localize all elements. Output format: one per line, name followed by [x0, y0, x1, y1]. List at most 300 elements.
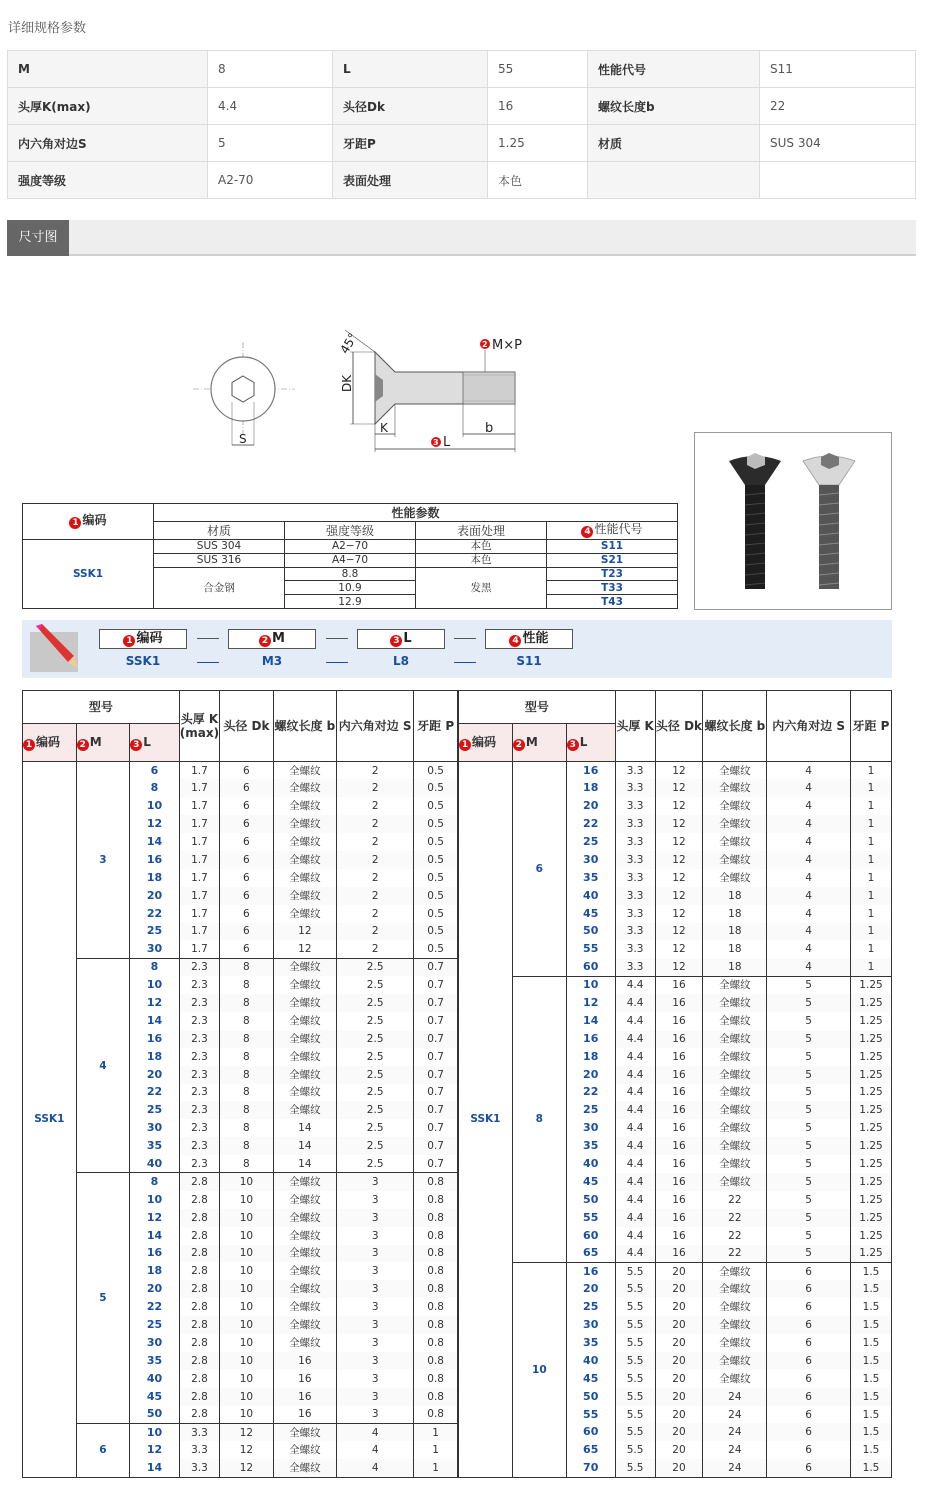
- dk-value: 10: [220, 1209, 274, 1227]
- m-size: 10: [512, 1262, 566, 1477]
- s-value: 2: [337, 940, 414, 958]
- spec-key: 材质: [588, 125, 760, 162]
- p-value: 1: [850, 887, 891, 905]
- num-2-icon: 2: [77, 739, 89, 751]
- length-value: 65: [566, 1245, 615, 1263]
- dk-value: 12: [655, 779, 703, 797]
- b-value: 全螺纹: [273, 1280, 336, 1298]
- k-value: 4.4: [615, 1209, 655, 1227]
- k-value: 2.8: [179, 1209, 219, 1227]
- b-value: 全螺纹: [703, 1155, 767, 1173]
- num-icon: 3: [390, 635, 402, 647]
- spec-row: [8, 88, 916, 125]
- k-value: 2.8: [179, 1245, 219, 1263]
- k-value: 3.3: [615, 958, 655, 976]
- dk-value: 8: [220, 1048, 274, 1066]
- m-header: M: [525, 734, 538, 749]
- num-1-icon: 1: [459, 739, 471, 751]
- length-value: 18: [130, 1262, 180, 1280]
- p-value: 1.5: [850, 1370, 891, 1388]
- length-value: 50: [566, 1388, 615, 1406]
- s-value: 6: [767, 1459, 851, 1477]
- b-value: 全螺纹: [703, 1370, 767, 1388]
- k-value: 5.5: [615, 1334, 655, 1352]
- k-value: 2.3: [179, 1155, 219, 1173]
- p-value: 0.7: [414, 1066, 458, 1084]
- p-value: 1.25: [850, 1066, 891, 1084]
- spec-value: 55: [488, 51, 588, 88]
- b-value: 全螺纹: [703, 976, 767, 994]
- dk-value: 16: [655, 1119, 703, 1137]
- b-value: 22: [703, 1227, 767, 1245]
- k-value: 2.3: [179, 994, 219, 1012]
- s-value: 2: [337, 851, 414, 869]
- s-value: 3: [337, 1406, 414, 1424]
- dk-value: 6: [220, 797, 274, 815]
- perf-code-value: S11: [547, 540, 678, 554]
- s-value: 2.5: [337, 1101, 414, 1119]
- dk-value: 16: [655, 1101, 703, 1119]
- dk-value: 6: [220, 923, 274, 941]
- p-value: 0.8: [414, 1334, 458, 1352]
- dk-value: 20: [655, 1459, 703, 1477]
- length-value: 55: [566, 940, 615, 958]
- code-header: 编码: [36, 734, 61, 749]
- length-value: 30: [130, 940, 180, 958]
- length-value: 25: [566, 1101, 615, 1119]
- p-value: 0.8: [414, 1316, 458, 1334]
- dk-value: 16: [655, 1155, 703, 1173]
- code-box-3: [485, 629, 573, 649]
- k-value: 3.3: [179, 1423, 219, 1441]
- s-value: 5: [767, 976, 851, 994]
- k-value: 3.3: [615, 869, 655, 887]
- table-row: [23, 1173, 458, 1191]
- p-value: 1.25: [850, 1227, 891, 1245]
- dk-value: 12: [655, 869, 703, 887]
- length-value: 16: [130, 1245, 180, 1263]
- b-value: 22: [703, 1191, 767, 1209]
- length-value: 14: [130, 1012, 180, 1030]
- spec-key: 螺纹长度b: [588, 88, 760, 125]
- dk-value: 20: [655, 1441, 703, 1459]
- spec-key: 强度等级: [8, 162, 208, 199]
- dk-value: 12: [220, 1423, 274, 1441]
- s-value: 4: [767, 762, 851, 780]
- b-value: 全螺纹: [273, 1262, 336, 1280]
- spec-value: [760, 162, 916, 199]
- s-value: 2.5: [337, 1137, 414, 1155]
- b-value: 18: [703, 923, 767, 941]
- length-value: 20: [566, 1280, 615, 1298]
- p-value: 1.25: [850, 1173, 891, 1191]
- perf-finish: 本色: [416, 553, 547, 567]
- perf-code-value: T43: [547, 595, 678, 609]
- b-value: 全螺纹: [703, 762, 767, 780]
- length-value: 8: [130, 1173, 180, 1191]
- dk-value: 8: [220, 1066, 274, 1084]
- length-value: 35: [566, 1334, 615, 1352]
- b-value: 全螺纹: [273, 869, 336, 887]
- code-box-0: [99, 629, 187, 649]
- s-value: 2.5: [337, 1048, 414, 1066]
- k-value: 3.3: [615, 940, 655, 958]
- b-value: 全螺纹: [273, 851, 336, 869]
- p-value: 1.25: [850, 1119, 891, 1137]
- p-value: 1.25: [850, 1155, 891, 1173]
- s-value: 4: [767, 905, 851, 923]
- length-value: 30: [130, 1119, 180, 1137]
- b-value: 全螺纹: [273, 815, 336, 833]
- k-value: 4.4: [615, 1173, 655, 1191]
- perf-col-header: 强度等级: [325, 523, 374, 538]
- length-value: 55: [566, 1406, 615, 1424]
- p-value: 0.7: [414, 958, 458, 976]
- m-size: 6: [512, 762, 566, 977]
- dk-value: 8: [220, 1119, 274, 1137]
- s-value: 3: [337, 1173, 414, 1191]
- k-value: 1.7: [179, 797, 219, 815]
- length-value: 16: [566, 1262, 615, 1280]
- s-value: 4: [767, 923, 851, 941]
- p-value: 0.8: [414, 1245, 458, 1263]
- k-value: 4.4: [615, 1030, 655, 1048]
- dimension-bar: [7, 220, 916, 256]
- dk-value: 16: [655, 994, 703, 1012]
- s-value: 5: [767, 1030, 851, 1048]
- s-value: 3: [337, 1191, 414, 1209]
- spec-value: 8: [208, 51, 333, 88]
- num-icon: 2: [259, 635, 271, 647]
- b-value: 14: [273, 1119, 336, 1137]
- dk-value: 10: [220, 1388, 274, 1406]
- b-value: 全螺纹: [703, 1352, 767, 1370]
- num-1-icon: 1: [23, 739, 35, 751]
- perf-material: SUS 304: [154, 540, 285, 554]
- dk-value: 8: [220, 958, 274, 976]
- length-value: 25: [130, 1101, 180, 1119]
- dk-value: 6: [220, 887, 274, 905]
- s-value: 4: [767, 833, 851, 851]
- b-value: 全螺纹: [703, 1048, 767, 1066]
- b-value: 全螺纹: [703, 1137, 767, 1155]
- p-value: 0.8: [414, 1191, 458, 1209]
- p-value: 1.25: [850, 1101, 891, 1119]
- s-value: 5: [767, 1245, 851, 1263]
- s-value: 6: [767, 1316, 851, 1334]
- b-value: 全螺纹: [703, 1030, 767, 1048]
- performance-table: [22, 503, 678, 609]
- s-value: 2: [337, 869, 414, 887]
- dk-value: 8: [220, 976, 274, 994]
- length-value: 35: [130, 1352, 180, 1370]
- k-value: 1.7: [179, 833, 219, 851]
- length-value: 6: [130, 762, 180, 780]
- b-value: 全螺纹: [703, 1262, 767, 1280]
- k-value: 4.4: [615, 1012, 655, 1030]
- p-value: 1.25: [850, 1030, 891, 1048]
- s-value: 2.5: [337, 1084, 414, 1102]
- k-value: 1.7: [179, 887, 219, 905]
- dk-value: 8: [220, 1084, 274, 1102]
- p-value: 1: [850, 851, 891, 869]
- length-value: 50: [566, 1191, 615, 1209]
- p-value: 0.8: [414, 1209, 458, 1227]
- k-value: 2.3: [179, 1119, 219, 1137]
- k-value: 2.3: [179, 958, 219, 976]
- b-value: 18: [703, 905, 767, 923]
- length-value: 20: [130, 1066, 180, 1084]
- k-value: 2.3: [179, 1066, 219, 1084]
- dk-value: 6: [220, 762, 274, 780]
- p-value: 1.5: [850, 1423, 891, 1441]
- s-value: 3: [337, 1245, 414, 1263]
- length-value: 14: [130, 1459, 180, 1477]
- b-value: 全螺纹: [273, 1173, 336, 1191]
- b-value: 全螺纹: [273, 1191, 336, 1209]
- b-value: 全螺纹: [703, 1012, 767, 1030]
- dk-value: 16: [655, 1173, 703, 1191]
- k-value: 5.5: [615, 1423, 655, 1441]
- s-value: 2: [337, 887, 414, 905]
- k-value: 4.4: [615, 1245, 655, 1263]
- p-value: 1.25: [850, 1191, 891, 1209]
- b-value: 全螺纹: [703, 797, 767, 815]
- dk-value: 10: [220, 1334, 274, 1352]
- code-example-band: [22, 620, 892, 678]
- b-value: 全螺纹: [703, 833, 767, 851]
- p-value: 1.5: [850, 1280, 891, 1298]
- k-value: 2.8: [179, 1173, 219, 1191]
- p-value: 1.5: [850, 1388, 891, 1406]
- p-value: 0.8: [414, 1280, 458, 1298]
- p-value: 0.7: [414, 1155, 458, 1173]
- spec-key: 头厚K(max): [8, 88, 208, 125]
- model-header: 型号: [459, 691, 616, 724]
- dk-value: 12: [655, 851, 703, 869]
- p-value: 0.5: [414, 887, 458, 905]
- length-value: 40: [566, 1155, 615, 1173]
- k-value: 5.5: [615, 1262, 655, 1280]
- length-value: 35: [566, 1137, 615, 1155]
- perf-code-value: T23: [547, 567, 678, 581]
- k-value: 2.8: [179, 1280, 219, 1298]
- code-box-value: S11: [516, 654, 542, 668]
- b-value: 24: [703, 1459, 767, 1477]
- p-value: 0.7: [414, 1137, 458, 1155]
- p-value: 0.5: [414, 905, 458, 923]
- s-value: 5: [767, 1137, 851, 1155]
- length-value: 10: [130, 1423, 180, 1441]
- spec-row: [8, 162, 916, 199]
- dk-value: 6: [220, 869, 274, 887]
- label-dk: DK: [340, 374, 354, 392]
- k-value: 3.3: [615, 762, 655, 780]
- k-value: 4.4: [615, 1048, 655, 1066]
- length-value: 55: [566, 1209, 615, 1227]
- b-value: 全螺纹: [273, 1030, 336, 1048]
- k-value: 2.8: [179, 1352, 219, 1370]
- dk-value: 12: [655, 815, 703, 833]
- length-value: 45: [566, 905, 615, 923]
- k-value: 2.8: [179, 1298, 219, 1316]
- code-box-label: 性能: [522, 631, 549, 646]
- p-value: 1: [850, 833, 891, 851]
- k-value: 5.5: [615, 1298, 655, 1316]
- length-value: 22: [130, 1084, 180, 1102]
- spec-key: 内六角对边S: [8, 125, 208, 162]
- s-header: 内六角对边 S: [767, 691, 851, 762]
- length-value: 30: [130, 1334, 180, 1352]
- spec-key: [588, 162, 760, 199]
- spec-value: 1.25: [488, 125, 588, 162]
- k-value: 3.3: [615, 797, 655, 815]
- length-value: 14: [566, 1012, 615, 1030]
- perf-grade: 10.9: [285, 581, 416, 595]
- length-value: 50: [130, 1406, 180, 1424]
- length-value: 16: [566, 762, 615, 780]
- dk-value: 12: [655, 762, 703, 780]
- length-value: 14: [130, 1227, 180, 1245]
- length-value: 10: [130, 1191, 180, 1209]
- s-value: 3: [337, 1388, 414, 1406]
- code-box-1: [228, 629, 316, 649]
- length-value: 25: [566, 1298, 615, 1316]
- b-value: 16: [273, 1352, 336, 1370]
- dk-value: 10: [220, 1406, 274, 1424]
- p-value: 1: [414, 1441, 458, 1459]
- label-b: b: [485, 421, 494, 436]
- b-value: 全螺纹: [703, 779, 767, 797]
- p-value: 0.8: [414, 1388, 458, 1406]
- p-value: 1: [850, 940, 891, 958]
- k-value: 4.4: [615, 1191, 655, 1209]
- dk-value: 8: [220, 1012, 274, 1030]
- dk-value: 12: [655, 887, 703, 905]
- s-value: 5: [767, 1155, 851, 1173]
- k-value: 2.3: [179, 1101, 219, 1119]
- b-value: 全螺纹: [273, 1012, 336, 1030]
- dimension-tab[interactable]: 尺寸图: [7, 220, 69, 256]
- m-size: 8: [512, 976, 566, 1262]
- dk-value: 6: [220, 940, 274, 958]
- label-mp: M×P: [492, 338, 522, 353]
- dk-value: 10: [220, 1173, 274, 1191]
- k-value: 5.5: [615, 1441, 655, 1459]
- p-value: 0.7: [414, 1101, 458, 1119]
- b-value: 全螺纹: [703, 1334, 767, 1352]
- dk-value: 20: [655, 1280, 703, 1298]
- p-value: 0.8: [414, 1406, 458, 1424]
- spec-value: A2-70: [208, 162, 333, 199]
- length-value: 14: [130, 833, 180, 851]
- p-value: 0.5: [414, 815, 458, 833]
- s-value: 6: [767, 1352, 851, 1370]
- spec-value: 4.4: [208, 88, 333, 125]
- m-size: 6: [76, 1423, 130, 1477]
- length-value: 20: [566, 797, 615, 815]
- b-value: 24: [703, 1441, 767, 1459]
- p-value: 1.25: [850, 1209, 891, 1227]
- s-value: 5: [767, 1227, 851, 1245]
- b-value: 全螺纹: [703, 869, 767, 887]
- b-value: 18: [703, 940, 767, 958]
- length-value: 65: [566, 1441, 615, 1459]
- s-value: 4: [767, 797, 851, 815]
- dimension-drawing: [185, 322, 535, 457]
- length-value: 40: [566, 1352, 615, 1370]
- spec-row: [8, 51, 916, 88]
- length-value: 10: [130, 797, 180, 815]
- s-value: 6: [767, 1334, 851, 1352]
- s-value: 5: [767, 1048, 851, 1066]
- b-header: 螺纹长度 b: [273, 691, 336, 762]
- b-value: 全螺纹: [703, 1084, 767, 1102]
- p-value: 1.5: [850, 1441, 891, 1459]
- s-value: 6: [767, 1298, 851, 1316]
- spec-value: 本色: [488, 162, 588, 199]
- k-value: 4.4: [615, 1119, 655, 1137]
- k-value: 3.3: [615, 923, 655, 941]
- b-value: 全螺纹: [273, 1316, 336, 1334]
- num-2-icon: 2: [513, 739, 525, 751]
- code-dash-value: [454, 662, 476, 663]
- p-value: 0.5: [414, 762, 458, 780]
- p-value: 1.5: [850, 1298, 891, 1316]
- s-value: 6: [767, 1262, 851, 1280]
- perf-col-header: 性能代号: [594, 522, 643, 536]
- b-value: 全螺纹: [273, 1101, 336, 1119]
- k-value: 4.4: [615, 1155, 655, 1173]
- spec-row: [8, 125, 916, 162]
- p-value: 0.7: [414, 1048, 458, 1066]
- dk-value: 12: [655, 833, 703, 851]
- dk-value: 20: [655, 1298, 703, 1316]
- dk-value: 8: [220, 1155, 274, 1173]
- s-value: 5: [767, 1012, 851, 1030]
- length-value: 12: [130, 815, 180, 833]
- model-code: SSK1: [459, 762, 513, 1478]
- p-value: 0.8: [414, 1173, 458, 1191]
- spec-value: SUS 304: [760, 125, 916, 162]
- label-n2: 2: [482, 340, 488, 349]
- dk-value: 20: [655, 1423, 703, 1441]
- s-value: 3: [337, 1316, 414, 1334]
- p-value: 1.25: [850, 1137, 891, 1155]
- b-value: 全螺纹: [703, 994, 767, 1012]
- s-value: 6: [767, 1441, 851, 1459]
- p-value: 1.25: [850, 1012, 891, 1030]
- perf-code-value: T33: [547, 581, 678, 595]
- code-dash: [454, 638, 476, 639]
- p-value: 0.8: [414, 1370, 458, 1388]
- dk-value: 12: [655, 923, 703, 941]
- spec-key: 表面处理: [333, 162, 488, 199]
- b-value: 全螺纹: [703, 1101, 767, 1119]
- b-value: 全螺纹: [703, 1298, 767, 1316]
- b-value: 12: [273, 923, 336, 941]
- length-value: 20: [130, 887, 180, 905]
- k-value: 2.8: [179, 1262, 219, 1280]
- k-value: 1.7: [179, 762, 219, 780]
- b-value: 全螺纹: [273, 1245, 336, 1263]
- spec-key: L: [333, 51, 488, 88]
- b-value: 全螺纹: [703, 851, 767, 869]
- dk-value: 10: [220, 1370, 274, 1388]
- s-value: 4: [767, 779, 851, 797]
- s-value: 3: [337, 1262, 414, 1280]
- b-value: 14: [273, 1155, 336, 1173]
